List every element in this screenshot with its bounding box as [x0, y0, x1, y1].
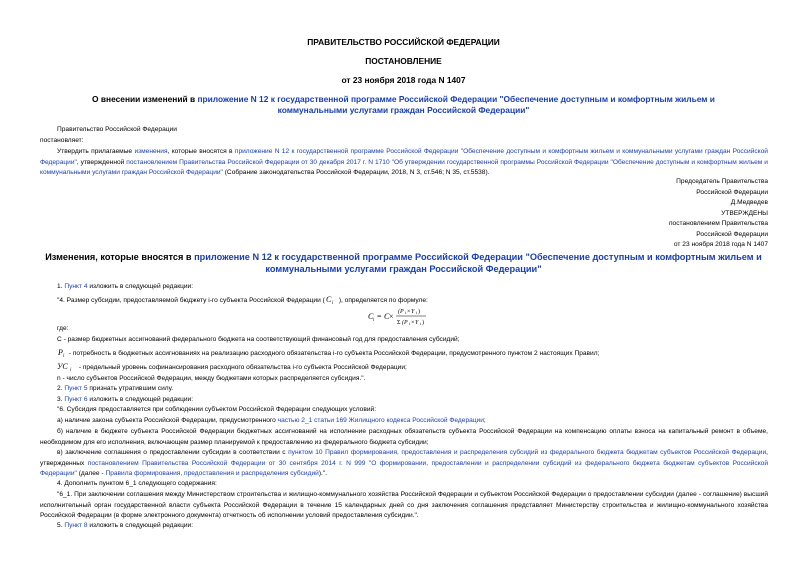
svg-text:Y: Y [415, 320, 419, 326]
svg-text:P: P [58, 348, 63, 357]
p-definition: P i - потребность в бюджетных ассигнованиях на реализацию расходного обязательства i-го субъекта Российской Федерации, предусмотренного пунктом 2 настоящих Правил; [57, 347, 599, 360]
svg-text:×: × [407, 309, 411, 315]
signature-position: Председатель Правительства [676, 178, 768, 185]
svg-text:i: i [409, 321, 411, 326]
svg-text:i: i [416, 310, 418, 315]
svg-text:Σ: Σ [397, 320, 401, 326]
svg-text:i: i [70, 368, 72, 371]
ci-formula-icon [325, 294, 339, 307]
preamble-government: Правительство Российской Федерации [57, 126, 177, 133]
signature-name: Д.Медведев [730, 199, 768, 206]
document-title-line2[interactable]: коммунальными услугами граждан Российской Федерации" [277, 105, 530, 115]
yi-formula-icon [57, 361, 77, 374]
svg-text:i: i [373, 318, 375, 323]
condition-a: а) наличие закона субъекта Российской Федерации, предусмотренного частью 2_1 статьи 169 Жилищного кодекса Российской Федерации; [57, 417, 486, 424]
item-1-link[interactable]: Пункт 4 [64, 283, 88, 290]
svg-text:C: C [325, 295, 332, 304]
y-definition: УС i - предельный уровень софинансирования расходного обязательства i-го субъекта Российской Федерации; [57, 361, 407, 374]
changes-title-line2[interactable]: коммунальными услугами граждан Российской Федерации" [265, 264, 542, 274]
signature-org: Российской Федерации [696, 189, 768, 196]
item-3: 3. Пункт 6 изложить в следующей редакции: [57, 396, 194, 403]
approved-date: от 23 ноября 2018 года N 1407 [673, 241, 768, 248]
preamble-paragraph: Утвердить прилагаемые изменения, которые вносятся в приложение N 12 к государственной программе Российской Федерации "Обеспечение доступным и комфортным жильем и коммунальными услугами граждан Российской Федерации", утвержденной постановлением Правительства Российской Федерации от 30 декабря 2017 г. N 1710 "Об утверждении государственной программы Российской Федерации "Обеспечение доступным и комфортным жильем и коммунальными услугами граждан Российской Федерации" (Собрание законодательства Российской Федерации, 2018, N 3, ст.546; N 35, ст.5538). [40, 148, 768, 177]
resolution-999-link[interactable]: постановлением Правительства Российской Федерации от 30 сентября 2014 г. N 999 "О формировании, предоставлении и распределении субсидий из федерального бюджета бюджетам субъектов Российской Федерации" [40, 459, 769, 478]
svg-text:(P: (P [402, 320, 408, 326]
c-definition: C - размер бюджетных ассигнований федерального бюджета на соответствующий финансовый год для предоставления субсидий; [57, 336, 460, 343]
rules-p10-link[interactable]: пунктом 10 Правил формирования, предоставления и распределения субсидий из федерального бюджета бюджетам субъектов Российской Федерации [288, 449, 767, 456]
changes-link[interactable]: изменения [134, 148, 168, 155]
document-title-line1 [0, 95, 807, 105]
approved-label: УТВЕРЖДЕНЫ [721, 210, 768, 217]
government-heading: ПРАВИТЕЛЬСТВО РОССИЙСКОЙ ФЕДЕРАЦИИ [307, 37, 500, 47]
item-1: 1. Пункт 4 изложить в следующей редакции: [57, 283, 194, 290]
svg-text:C: C [368, 312, 374, 321]
document-type: ПОСТАНОВЛЕНИЕ [365, 56, 442, 66]
item-2: 2. Пункт 5 признать утратившим силу. [57, 385, 174, 392]
svg-text:УС: УС [57, 362, 68, 371]
pi-formula-icon [57, 347, 67, 360]
item-3-quote: "6. Субсидия предоставляется при соблюдении субъектом Российской Федерации следующих условий: [57, 406, 377, 413]
item-2-link[interactable]: Пункт 5 [64, 385, 88, 392]
item-5-link[interactable]: Пункт 8 [64, 522, 88, 529]
svg-text:Y: Y [411, 309, 415, 315]
svg-text:C: C [384, 312, 390, 321]
svg-text:): ) [422, 320, 424, 326]
title-prefix: О внесении изменений в [92, 94, 198, 104]
resolution-1710-link[interactable]: постановлением Правительства Российской Федерации от 30 декабря 2017 г. N 1710 "Об утверждении государственной программы Российской Федерации "Обеспечение доступным и комфортным жильем и коммунальными услугами граждан Российской Федерации" [40, 158, 768, 177]
condition-b: б) наличие в бюджете субъекта Российской Федерации бюджетных ассигнований на исполнение расходных обязательств субъекта Российской Федерации на компенсацию оплаты взноса на капитальный ремонт в объеме, необходимом для его исполнения, включающем размер планируемой к предоставлению из федерального бюджета субсидии; [40, 428, 768, 446]
svg-text:×: × [389, 312, 394, 321]
rules-short-link[interactable]: Правила формирования, предоставления и распределения субсидий [105, 470, 319, 478]
svg-text:i: i [331, 301, 334, 304]
item-1-quote: "4. Размер субсидии, предоставляемой бюджету i-го субъекта Российской Федерации ( C i ), определяется по формуле: [57, 294, 428, 307]
approved-by: постановлением Правительства [668, 220, 768, 227]
document-date-number: от 23 ноября 2018 года N 1407 [341, 75, 466, 85]
svg-text:i: i [405, 310, 407, 315]
svg-text:=: = [377, 312, 382, 321]
annex-12-link[interactable]: приложение N 12 к государственной программе Российской Федерации "Обеспечение доступным и комфортным жильем и коммунальными услугами граждан Российской Федерации" [40, 148, 768, 166]
housing-code-link[interactable]: частью 2_1 статьи 169 Жилищного кодекса Российской Федерации [277, 417, 484, 424]
item-5: 5. Пункт 8 изложить в следующей редакции: [57, 522, 194, 529]
svg-text:i: i [63, 354, 65, 357]
changes-title-line1 [0, 252, 807, 263]
svg-text:(P: (P [398, 309, 404, 315]
subsidy-formula [368, 304, 428, 333]
approved-org: Российской Федерации [696, 231, 768, 238]
title-annex-link[interactable]: приложение N 12 к государственной программе Российской Федерации "Обеспечение доступным и комфортным жильем и [197, 94, 715, 104]
svg-text:×: × [411, 320, 415, 326]
changes-title-annex-link[interactable]: приложение N 12 к государственной программе Российской Федерации "Обеспечение доступным и комфортным жильем и [194, 252, 762, 262]
svg-text:): ) [418, 309, 420, 315]
svg-text:i: i [420, 321, 422, 326]
n-definition: n - число субъектов Российской Федерации, между бюджетами которых распределяется субсидия.". [57, 375, 366, 382]
item-3-link[interactable]: Пункт 6 [64, 396, 88, 403]
where-label: где: [57, 325, 69, 332]
item-4-quote: "6_1. При заключении соглашения между Министерством строительства и жилищно-коммунального хозяйства Российской Федерации и субъектом Российской Федерации о предоставлении субсидии (далее - соглашение) высший исполнительный орган государственной власти субъекта Российской Федерации в течение 15 календарных дней со дня заключения соглашения представляет Министерству строительства и жилищно-коммунального хозяйства Российской Федерации (в форме электронного документа) отчетность об исполнении условий предоставления субсидии.". [40, 491, 768, 520]
changes-title-prefix: Изменения, которые вносятся в [45, 252, 195, 262]
preamble-resolves: постановляет: [40, 137, 84, 144]
item-4: 4. Дополнить пунктом 6_1 следующего содержания: [57, 480, 217, 487]
condition-c: в) заключение соглашения о предоставлении субсидии в соответствии с пунктом 10 Правил формирования, предоставления и распределения субсидий из федерального бюджета бюджетам субъектов Российской Федерации, утвержденных постановлением Правительства Российской Федерации от 30 сентября 2014 г. N 999 "О формировании, предоставлении и распределении субсидий из федерального бюджета бюджетам субъектов Российской Федерации" (далее - Правила формирования, предоставления и распределения субсидий).". [40, 449, 769, 478]
